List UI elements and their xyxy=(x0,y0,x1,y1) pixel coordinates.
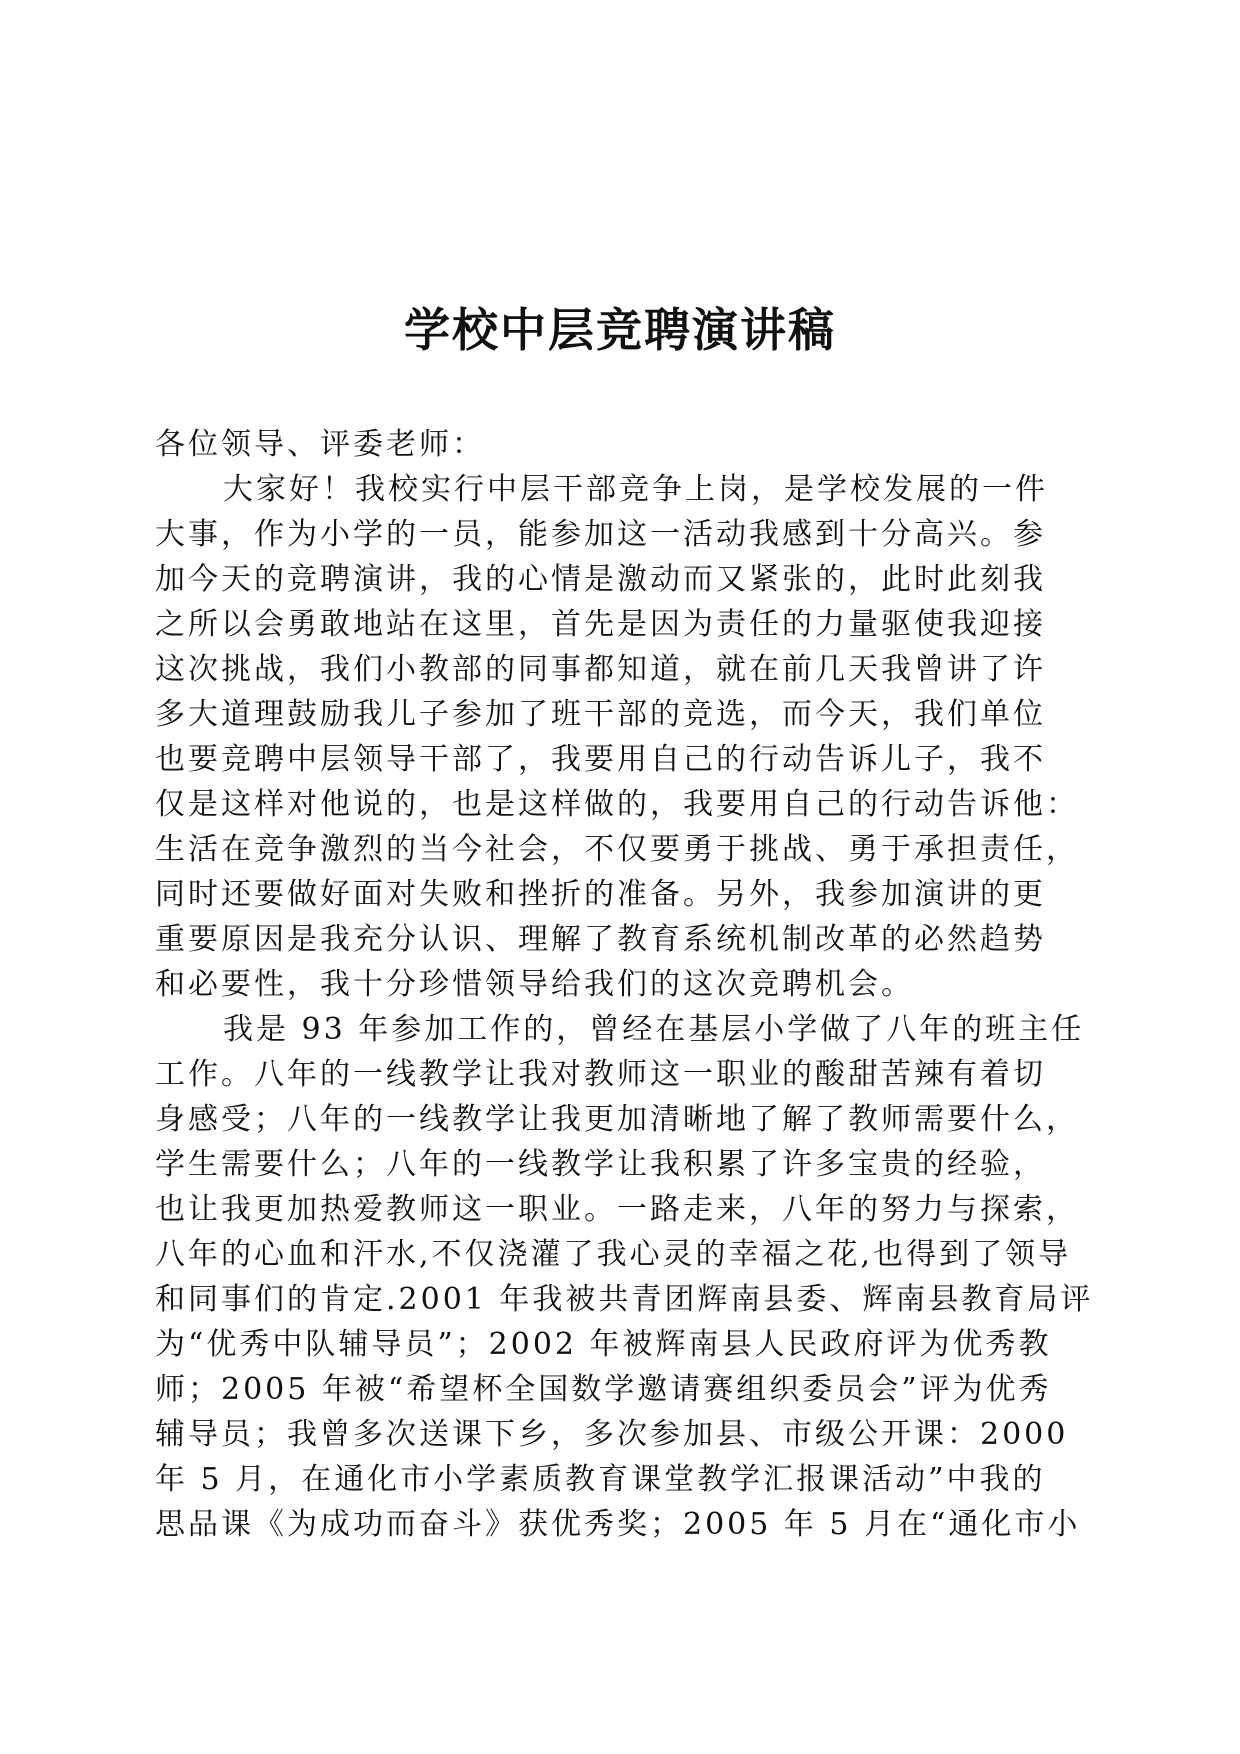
text-line: 工作。八年的一线教学让我对教师这一职业的酸甜苦辣有着切 xyxy=(155,1057,1046,1092)
text-line: 为“优秀中队辅导员”；2002 年被辉南县人民政府评为优秀教 xyxy=(155,1327,1052,1362)
text-line: 也让我更加热爱教师这一职业。一路走来，八年的努力与探索， xyxy=(155,1192,1079,1227)
salutation: 各位领导、评委老师： xyxy=(155,427,485,462)
text-line: 仅是这样对他说的，也是这样做的，我要用自己的行动告诉他： xyxy=(155,787,1079,822)
text-line: 同时还要做好面对失败和挫折的准备。另外，我参加演讲的更 xyxy=(155,877,1046,912)
text-line: 这次挑战，我们小教部的同事都知道，就在前几天我曾讲了许 xyxy=(155,652,1046,687)
paragraph-1 xyxy=(155,467,1085,1007)
text-line: 辅导员；我曾多次送课下乡，多次参加县、市级公开课：2000 xyxy=(155,1417,1069,1452)
text-line: 之所以会勇敢地站在这里，首先是因为责任的力量驱使我迎接 xyxy=(155,607,1046,642)
text-line: 思品课《为成功而奋斗》获优秀奖；2005 年 5 月在“通化市小 xyxy=(155,1507,1081,1542)
text-line: 也要竞聘中层领导干部了，我要用自己的行动告诉儿子，我不 xyxy=(155,742,1046,777)
text-line: 八年的心血和汗水,不仅浇灌了我心灵的幸福之花,也得到了领导 xyxy=(155,1237,1072,1272)
text-line: 和必要性，我十分珍惜领导给我们的这次竞聘机会。 xyxy=(155,967,914,1002)
text-line: 我是 93 年参加工作的，曾经在基层小学做了八年的班主任 xyxy=(223,1012,1085,1047)
text-line: 大事，作为小学的一员，能参加这一活动我感到十分高兴。参 xyxy=(155,517,1046,552)
text-line: 重要原因是我充分认识、理解了教育系统机制改革的必然趋势 xyxy=(155,922,1046,957)
text-line: 多大道理鼓励我儿子参加了班干部的竞选，而今天，我们单位 xyxy=(155,697,1046,732)
text-line: 大家好！我校实行中层干部竞争上岗，是学校发展的一件 xyxy=(223,472,1048,507)
text-line: 年 5 月，在通化市小学素质教育课堂教学汇报课活动”中我的 xyxy=(155,1462,1046,1497)
text-line: 加今天的竞聘演讲，我的心情是激动而又紧张的，此时此刻我 xyxy=(155,562,1046,597)
text-line: 身感受；八年的一线教学让我更加清晰地了解了教师需要什么， xyxy=(155,1102,1079,1137)
document-title: 学校中层竞聘演讲稿 xyxy=(404,303,836,357)
text-line: 师；2005 年被“希望杯全国数学邀请赛组织委员会”评为优秀 xyxy=(155,1372,1052,1407)
text-line: 生活在竞争激烈的当今社会，不仅要勇于挑战、勇于承担责任， xyxy=(155,832,1079,867)
paragraph-2 xyxy=(155,1007,1094,1547)
text-line: 和同事们的肯定.2001 年我被共青团辉南县委、辉南县教育局评 xyxy=(155,1282,1094,1317)
text-line: 学生需要什么；八年的一线教学让我积累了许多宝贵的经验， xyxy=(155,1147,1046,1182)
document-body xyxy=(155,422,1094,1547)
